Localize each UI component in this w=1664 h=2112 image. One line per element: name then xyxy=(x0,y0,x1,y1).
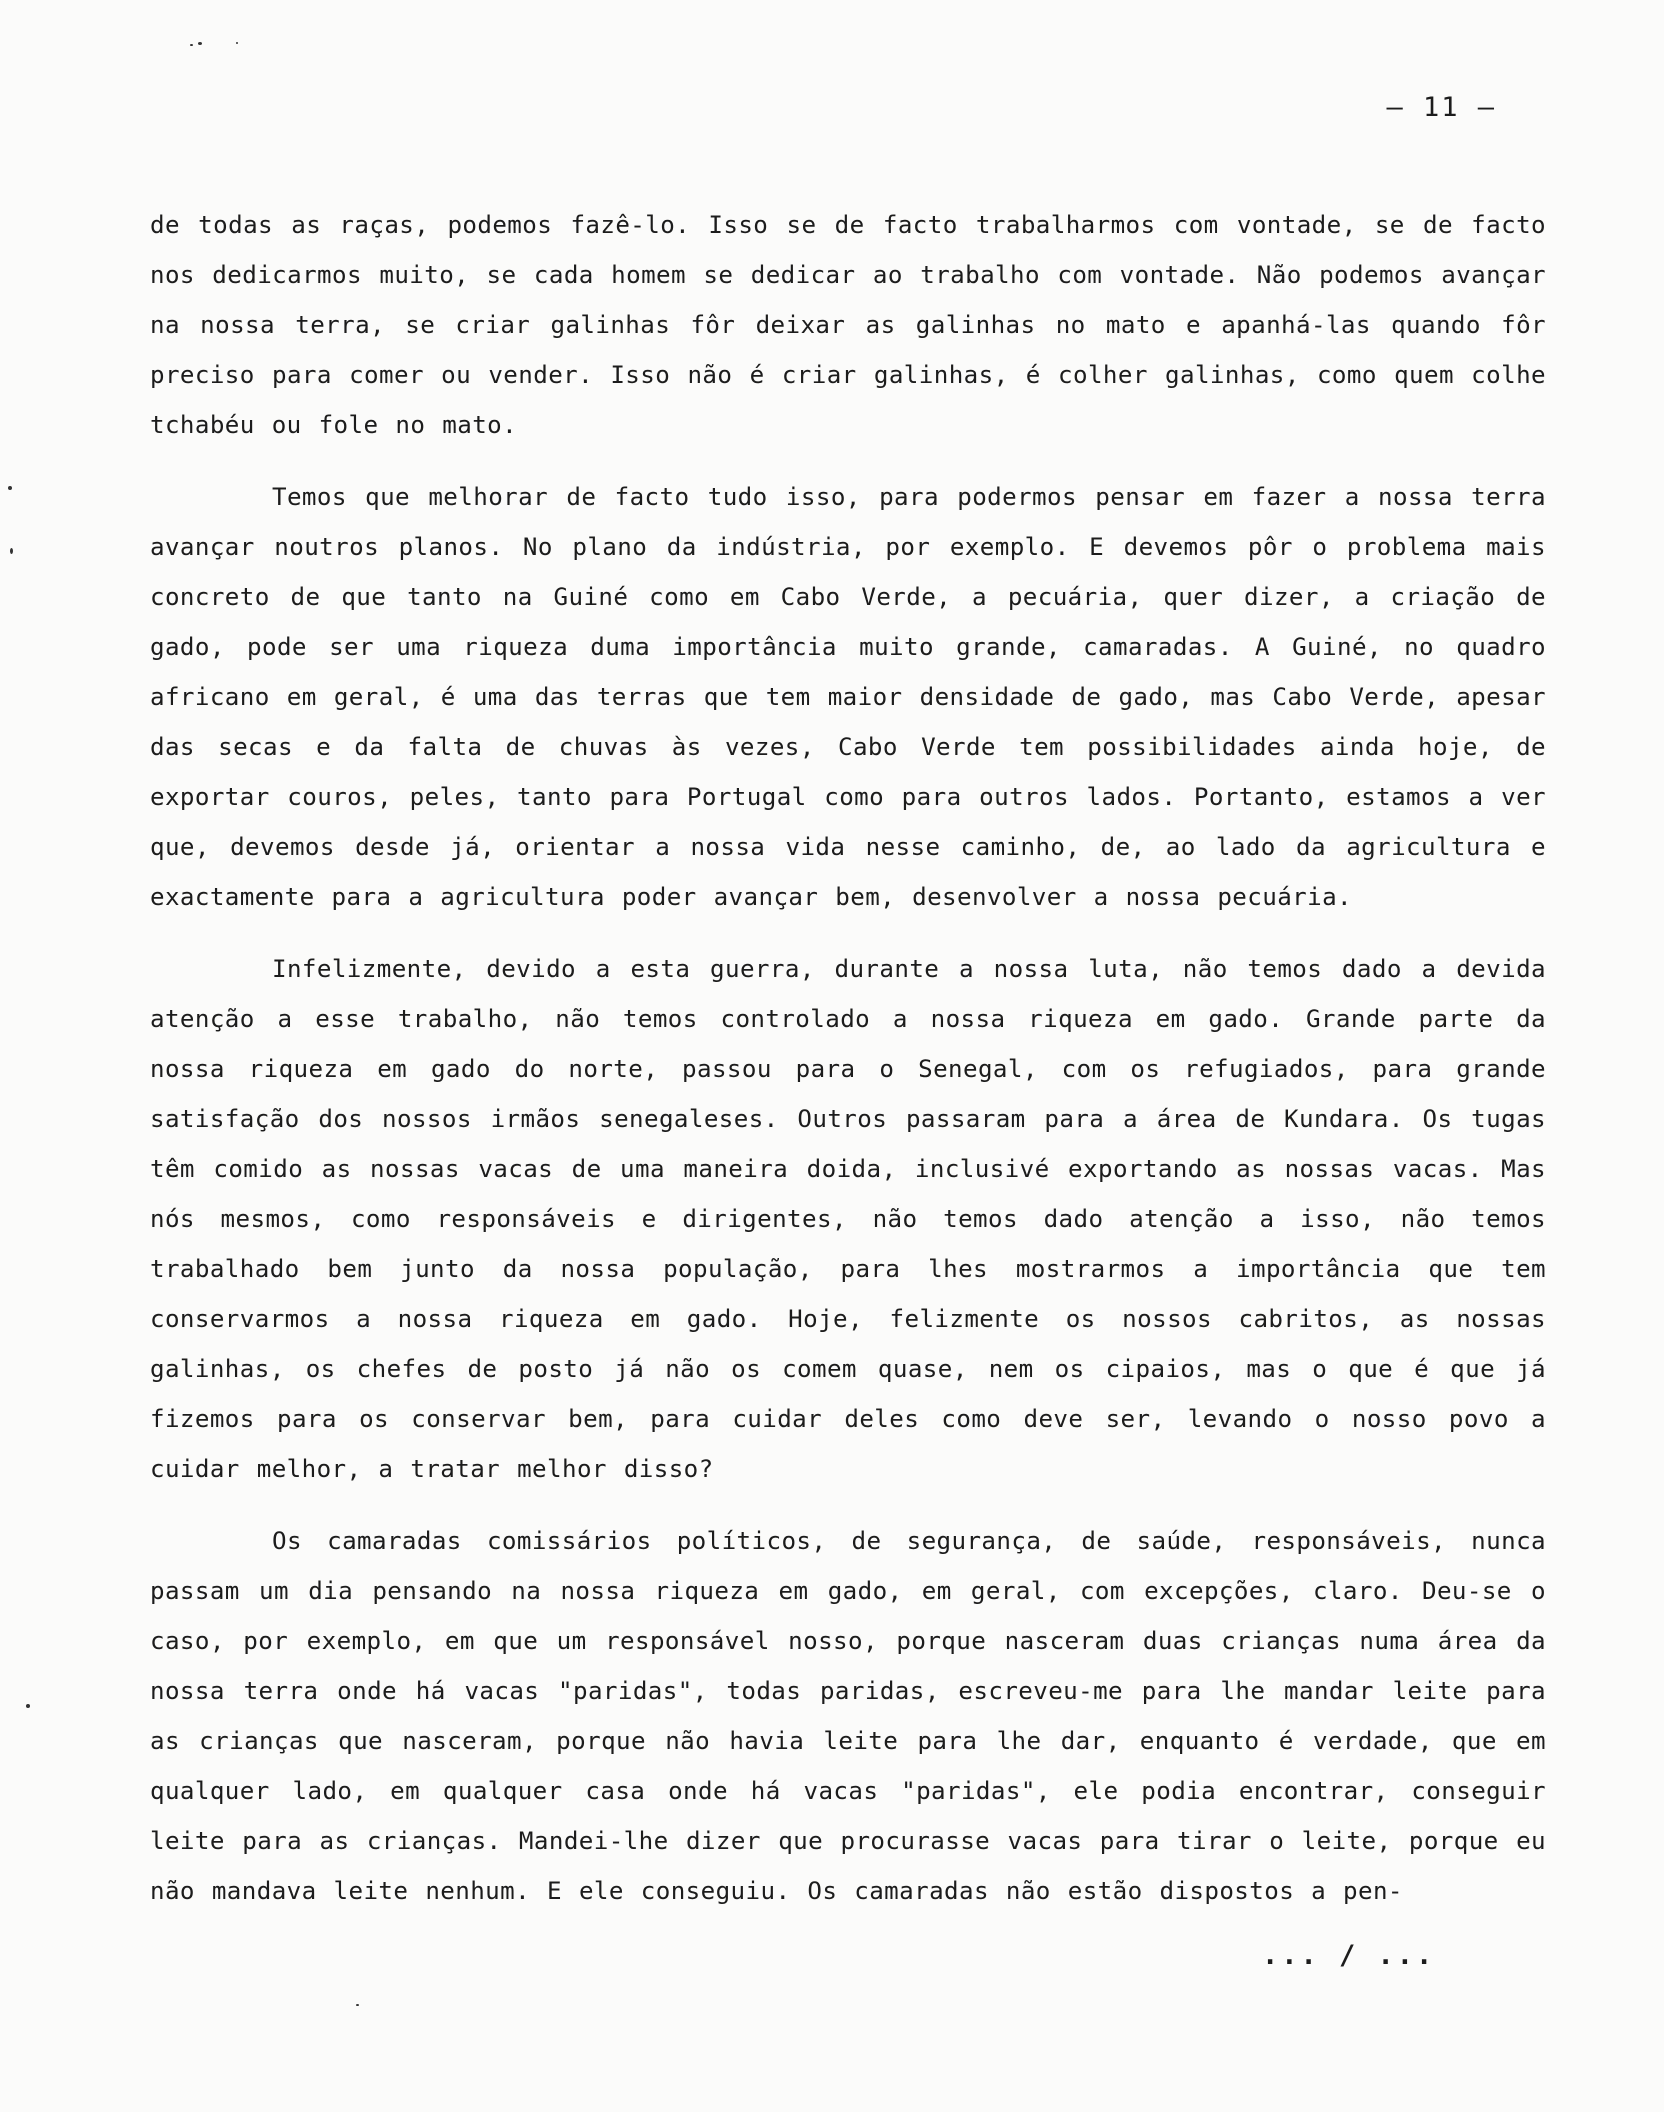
paragraph: de todas as raças, podemos fazê-lo. Isso se de facto trabalharmos com vontade, se de facto nos dedicarmos muito, se cada homem se dedicar ao trabalho com vontade. Não podemos avançar na nossa terra, se criar galinhas fôr deixar as galinhas no mato e apanhá-las quando fôr preciso para comer ou vender. Isso não é criar galinhas, é colher galinhas, como quem colhe tchabéu ou fole no mato. xyxy=(150,211,1546,439)
scan-speck xyxy=(190,44,193,46)
scan-speck xyxy=(236,42,238,44)
scan-speck xyxy=(10,548,13,554)
scan-speck xyxy=(198,42,202,45)
scan-speck xyxy=(26,1704,30,1708)
scan-speck xyxy=(8,486,12,490)
continuation-marker: ... / ... xyxy=(1262,1940,1436,1971)
paragraph: Temos que melhorar de facto tudo isso, para podermos pensar em fazer a nossa terra avançar noutros planos. No plano da indústria, por exemplo. E devemos pôr o problema mais concreto de que tanto na Guiné como em Cabo Verde, a pecuária, quer dizer, a criação de gado, pode ser uma riqueza duma importância muito grande, camaradas. A Guiné, no quadro africano em geral, é uma das terras que tem maior densidade de gado, mas Cabo Verde, apesar das secas e da falta de chuvas às vezes, Cabo Verde tem possibilidades ainda hoje, de exportar couros, peles, tanto para Portugal como para outros lados. Portanto, estamos a ver que, devemos desde já, orientar a nossa vida nesse caminho, de, ao lado da agricultura e exactamente para a agricultura poder avançar bem, desenvolver a nossa pecuária. xyxy=(150,483,1546,911)
paragraph: Os camaradas comissários políticos, de segurança, de saúde, responsáveis, nunca passam um dia pensando na nossa riqueza em gado, em geral, com excepções, claro. Deu-se o caso, por exemplo, em que um responsável nosso, porque nasceram duas crianças numa área da nossa terra onde há vacas "paridas", todas paridas, escreveu-me para lhe mandar leite para as crianças que nasceram, porque não havia leite para lhe dar, enquanto é verdade, que em qualquer lado, em qualquer casa onde há vacas "paridas", ele podia encontrar, conseguir leite para as crianças. Mandei-lhe dizer que procurasse vacas para tirar o leite, porque eu não mandava leite nenhum. E ele conseguiu. Os camaradas não estão dispostos a pen- xyxy=(150,1527,1546,1905)
document-body xyxy=(150,200,1546,1938)
scan-speck xyxy=(356,2004,359,2006)
paragraph: Infelizmente, devido a esta guerra, durante a nossa luta, não temos dado a devida atenção a esse trabalho, não temos controlado a nossa riqueza em gado. Grande parte da nossa riqueza em gado do norte, passou para o Senegal, com os refugiados, para grande satisfação dos nossos irmãos senegaleses. Outros passaram para a área de Kundara. Os tugas têm comido as nossas vacas de uma maneira doida, inclusivé exportando as nossas vacas. Mas nós mesmos, como responsáveis e dirigentes, não temos dado atenção a isso, não temos trabalhado bem junto da nossa população, para lhes mostrarmos a importância que tem conservarmos a nossa riqueza em gado. Hoje, felizmente os nossos cabritos, as nossas galinhas, os chefes de posto já não os comem quase, nem os cipaios, mas o que é que já fizemos para os conservar bem, para cuidar deles como deve ser, levando o nosso povo a cuidar melhor, a tratar melhor disso? xyxy=(150,955,1546,1483)
page-number: – 11 – xyxy=(1386,92,1496,123)
